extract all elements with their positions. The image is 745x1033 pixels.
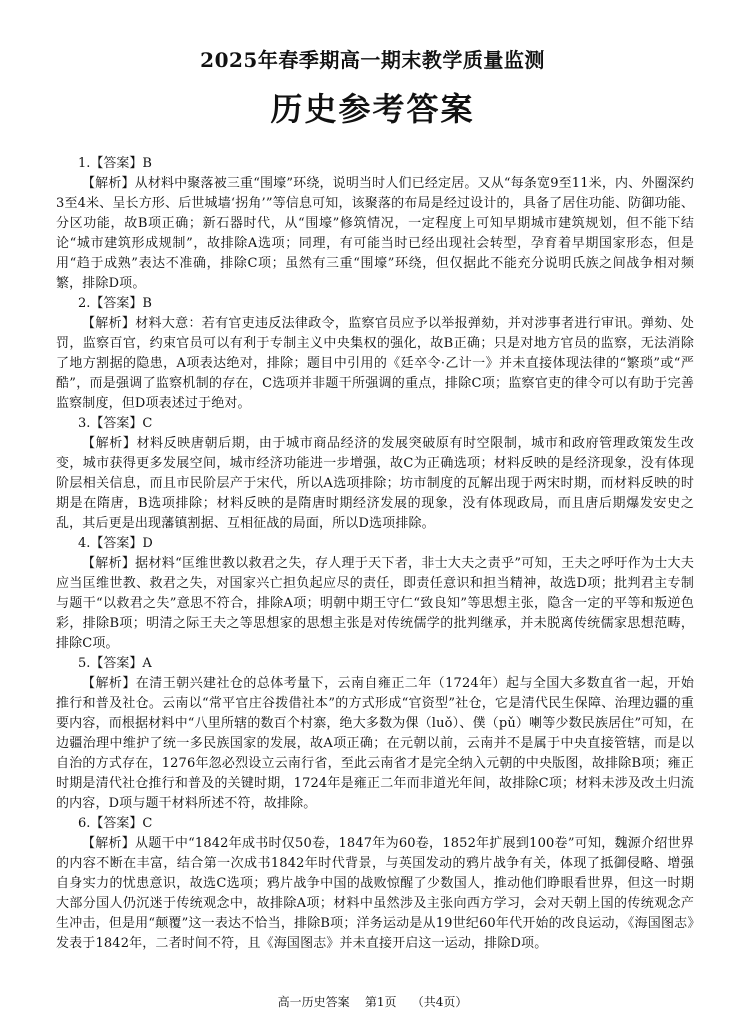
explanation-1: 【解析】从材料中聚落被三重“围壕”环绕，说明当时人们已经定居。又从“每条宽9至11米，内、外圈深约3至4米、呈长方形、后世城墙‘拐角’”等信息可知，该聚落的布局是经过设计的，具备了居住功能、防御功能、分区功能，故B项正确；新石器时代，从“围壕”修筑情况，一定程度上可知早期城市建筑规划，但不能下结论“城市建筑形成规制”，故排除A选项；同理，有可能当时已经出现社会转型，孕育着早期国家形态，但是用“趋于成熟”表达不准确，排除C项；虽然有三重“围壕”环绕，但仅据此不能充分说明氏族之间战争相对频繁，排除D项。 (56, 176, 694, 291)
answer-label-2: 2.【答案】B (78, 296, 152, 311)
explanation-4: 【解析】据材料“匡维世教以救君之失，存人理于天下者，非士大夫之责乎”可知，王夫之呼吁作为士大夫应当匡维世教、救君之失，对国家兴亡担负起应尽的责任，即责任意识和担当精神，故选D项；批判君主专制与题干“以救君之失”意思不符合，排除A项；明朝中期王守仁“致良知”等思想主张，隐含一定的平等和叛逆色彩，排除B项；明清之际王夫之等思想家的思想主张是对传统儒学的批判继承，并未脱离传统儒家思想范畴，排除C项。 (56, 556, 694, 651)
explanation-5: 【解析】在清王朝兴建社仓的总体考量下，云南自雍正二年（1724年）起与全国大多数直省一起，开始推行和普及社仓。云南以“常平官庄谷拨借社本”的方式形成“官资型”社仓，它是清代民生保障、治理边疆的重要内容，而根据材料中“八里所辖的数百个村寨，绝大多数为倮（luǒ）、僕（pǔ）喇等少数民族居住”可知，在边疆治理中维护了统一多民族国家的发展，故A项正确；在元朝以前，云南并不是属于中央直接管辖，而是以自治的方式存在，1276年忽必烈设立云南行省，至此云南省才是完全纳入元朝的中央版图，故排除B项；雍正时期是清代社仓推行和普及的关键时期，1724年是雍正二年而非道光年间，故排除C项；材料未涉及改土归流的内容，D项与题干材料所述不符，故排除。 (56, 676, 694, 811)
explanation-3: 【解析】材料反映唐朝后期，由于城市商品经济的发展突破原有时空限制，城市和政府管理政策发生改变，城市获得更多发展空间，城市经济功能进一步增强，故C为正确选项；材料反映的是经济现象，没有体现阶层相关信息，而且市民阶层产于宋代，所以A选项排除；坊市制度的瓦解出现于两宋时期，而材料反映的时期是在隋唐，B选项排除；材料反映的是隋唐时期经济发展的现象，没有体现政局，而且唐后期爆发安史之乱，其后更是出现藩镇割据、互相征战的局面，所以D选项排除。 (56, 436, 694, 531)
answer-label-3: 3.【答案】C (78, 416, 153, 431)
answer-list (56, 154, 694, 954)
answer-label-5: 5.【答案】A (78, 656, 152, 671)
answer-label-1: 1.【答案】B (78, 156, 152, 171)
page-footer: 高一历史答案 第1页 （共4页） (277, 995, 468, 1009)
answer-label-4: 4.【答案】D (78, 536, 153, 551)
answer-label-6: 6.【答案】C (78, 816, 153, 831)
exam-title: 2025年春季期高一期末教学质量监测 (200, 48, 545, 72)
explanation-6: 【解析】从题干中“1842年成书时仅50卷，1847年为60卷，1852年扩展到100卷”可知，魏源介绍世界的内容不断在丰富，结合第一次成书1842年时代背景，与英国发动的鸦片战争有关，体现了抵御侵略、增强自身实力的忧患意识，故选C选项；鸦片战争中国的战败惊醒了少数国人，推动他们睁眼看世界，但这一时期大部分国人仍沉迷于传统观念中，故排除A项；材料中虽然涉及主张向西方学习，会对天朝上国的传统观念产生冲击，但是用“颠覆”这一表达不恰当，排除B项；洋务运动是从19世纪60年代开始的改良运动，《海国图志》发表于1842年，二者时间不符，且《海国图志》并未直接开启这一运动，排除D项。 (56, 836, 694, 951)
explanation-2: 【解析】材料大意：若有官吏违反法律政令，监察官员应予以举报弹劾，并对涉事者进行审讯。弹劾、处罚，监察百官，约束官员可以有利于专制主义中央集权的强化，故B正确；只是对地方官员的监察，无法消除了地方割据的隐患，A项表达绝对，排除；题目中引用的《廷卒令·乙计一》并未直接体现法律的“繁琐”或“严酷”，而是强调了监察机制的存在，C选项并非题干所强调的重点，排除C项；监察官吏的律令可以有助于完善监察制度，但D项表述过于绝对。 (56, 316, 694, 411)
document-title: 历史参考答案 (270, 90, 475, 128)
